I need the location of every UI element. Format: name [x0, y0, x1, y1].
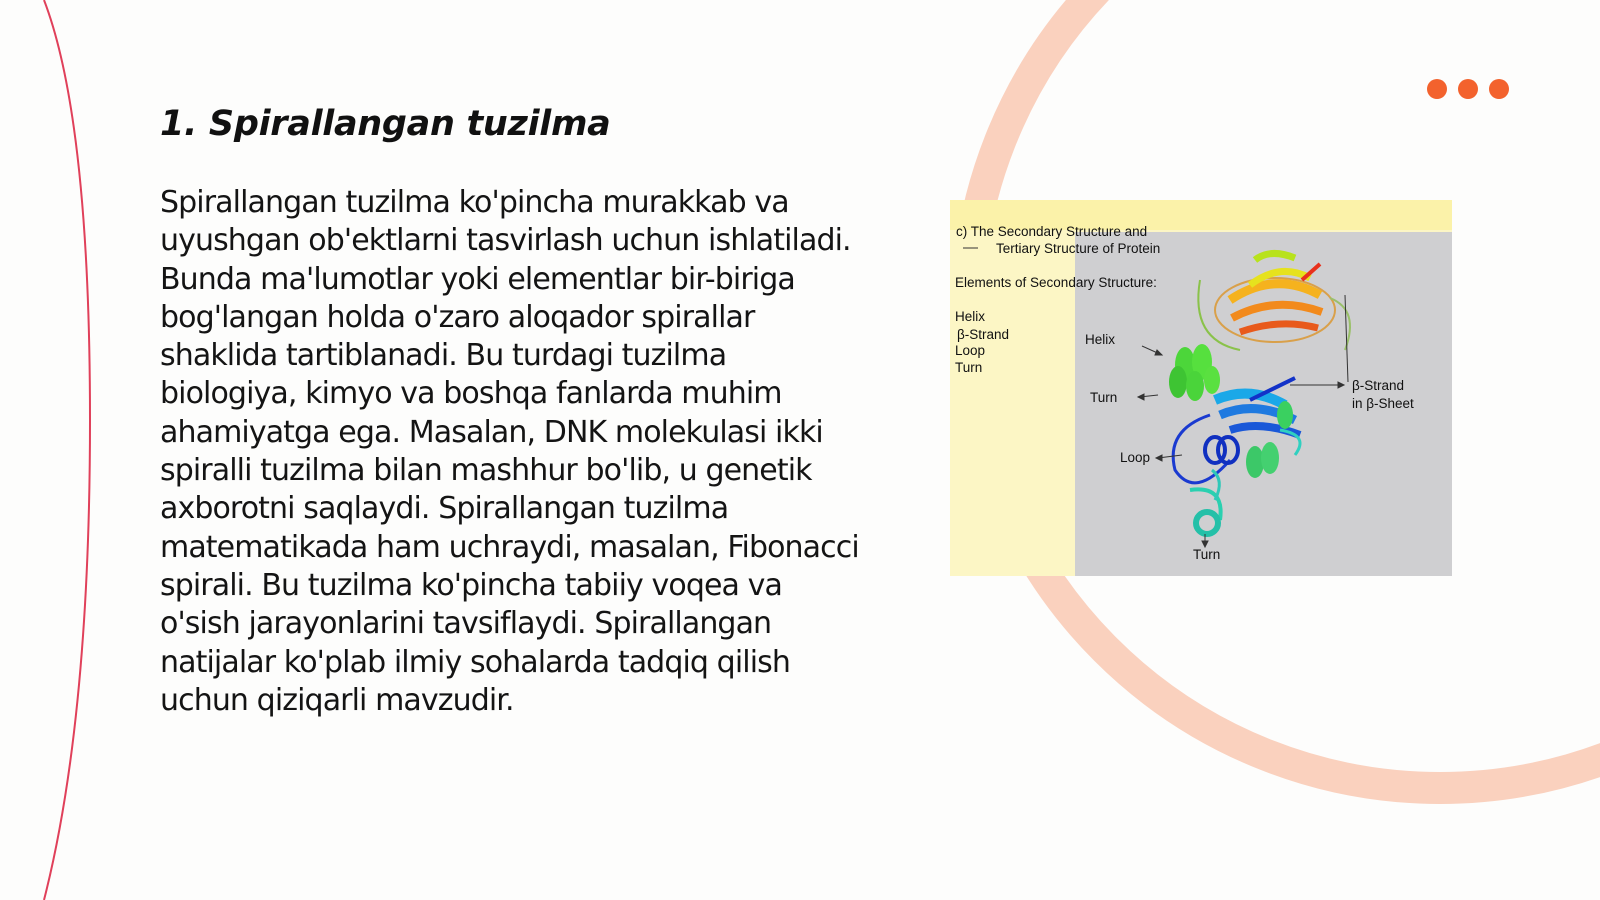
beta-sheet-top [1198, 253, 1350, 350]
legend-item: Helix [955, 309, 986, 324]
protein-structure-figure [950, 200, 1452, 576]
legend-item: Turn [955, 360, 983, 375]
slide-body-text: Spirallangan tuzilma ko'pincha murakkab va uyushgan ob'ektlarni tasvirlash uchun ishlatiladi. Bunda ma'lumotlar yoki elementlar bir-biriga bog'langan holda o'zaro aloqador spirallar shaklida tartiblanadi. Bu turdagi tuzilma biologiya, kimyo va boshqa fanlarda muhim ahamiyatga ega. Masalan, DNK molekulasi ikki spiralli tuzilma bilan mashhur bo'lib, u genetik axborotni saqlaydi. Spirallangan tuzilma matematikada ham uchraydi, masalan, Fibonacci spirali. Bu tuzilma ko'pincha tabiiy voqea va o'sish jarayonlarini tavsiflaydi. Spirallangan natijalar ko'plab ilmiy sohalarda tadqiq qilish uchun qiziqarli mavzudir. [160, 185, 859, 718]
label-helix: Helix [1085, 332, 1116, 347]
figure-caption-line1: c) The Secondary Structure and [956, 224, 1148, 239]
elements-heading: Elements of Secondary Structure: [955, 275, 1157, 290]
label-in-beta-sheet: in β-Sheet [1352, 396, 1414, 411]
left-edge-curve [44, 0, 90, 900]
three-dots-icon [1427, 79, 1509, 99]
helix-green [1169, 344, 1220, 401]
slide-title: 1. Spirallangan tuzilma [160, 104, 611, 144]
legend-item: β-Strand [957, 327, 1010, 342]
label-turn-bottom: Turn [1193, 547, 1221, 562]
dot-icon [1427, 79, 1447, 99]
legend-item: Loop [955, 343, 986, 358]
label-beta-strand: β-Strand [1352, 378, 1405, 393]
label-loop: Loop [1120, 450, 1151, 465]
label-turn: Turn [1090, 390, 1118, 405]
dot-icon [1489, 79, 1509, 99]
figure-caption-line2: Tertiary Structure of Protein [996, 241, 1161, 256]
label-arrows [963, 248, 1348, 547]
dot-icon [1458, 79, 1478, 99]
